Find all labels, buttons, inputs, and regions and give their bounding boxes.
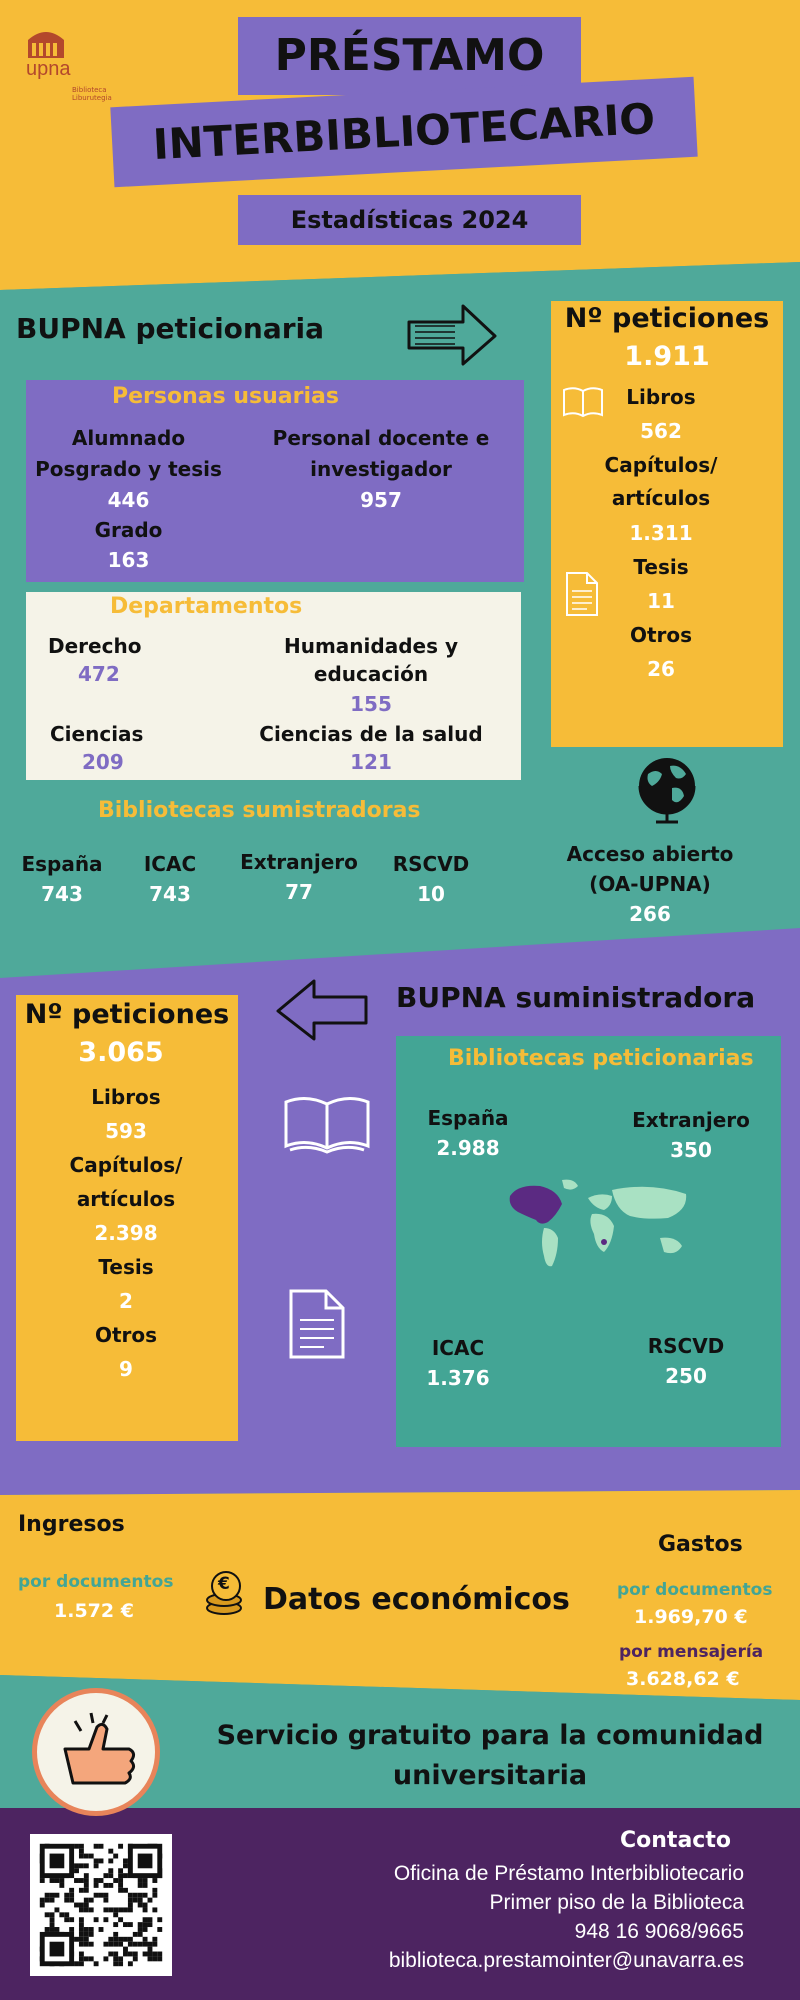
- pet-rscvd-value: 250: [665, 1364, 707, 1388]
- arrow-left-icon: [272, 975, 370, 1045]
- pdi-label-1: Personal docente e: [272, 426, 490, 450]
- sum-rscvd-value: 10: [417, 882, 445, 906]
- acceso-abierto-value: 266: [629, 902, 671, 926]
- capitulos-value-1: 1.311: [629, 521, 693, 545]
- libros-value-1: 562: [640, 419, 682, 443]
- upna-logo: [26, 24, 112, 102]
- contacto-phone: 948 16 9068/9665: [574, 1920, 744, 1943]
- peticionarias-heading: Bibliotecas peticionarias: [448, 1046, 754, 1071]
- tesis-label-1: Tesis: [633, 555, 689, 579]
- ingresos-doc-label: por documentos: [18, 1572, 174, 1592]
- gastos-doc-label: por documentos: [617, 1580, 773, 1600]
- title-line1: PRÉSTAMO: [238, 17, 581, 95]
- sum-espana-value: 743: [41, 882, 83, 906]
- title-line2: INTERBIBLIOTECARIO: [110, 77, 697, 187]
- pet-icac-value: 1.376: [426, 1366, 490, 1390]
- sum-rscvd-label: RSCVD: [392, 852, 470, 876]
- otros-label-1: Otros: [629, 623, 693, 647]
- humanidades-value: 155: [350, 692, 392, 716]
- logo-line1: Biblioteca: [72, 86, 107, 94]
- peticiones-total-2: 3.065: [78, 1037, 164, 1068]
- gastos-label: Gastos: [658, 1532, 743, 1557]
- sum-extranjero-value: 77: [285, 880, 313, 904]
- peticiones-total-1: 1.911: [624, 341, 710, 372]
- world-map-image: [500, 1176, 700, 1276]
- sum-icac-label: ICAC: [143, 852, 197, 876]
- peticiones-box-1: [551, 301, 783, 747]
- libros-value-2: 593: [105, 1119, 147, 1143]
- peticionaria-title: BUPNA peticionaria: [16, 312, 325, 345]
- otros-value-2: 9: [119, 1357, 133, 1381]
- logo-name: upna: [26, 58, 71, 80]
- sum-espana-label: España: [21, 852, 103, 876]
- globe-icon: [634, 756, 700, 826]
- gratuito-line1: Servicio gratuito para la comunidad: [216, 1720, 764, 1751]
- alumnado-label: Alumnado: [71, 426, 186, 450]
- gastos-mens-label: por mensajería: [619, 1642, 764, 1662]
- gastos-doc-value: 1.969,70 €: [634, 1606, 748, 1628]
- ingresos-label: Ingresos: [18, 1512, 125, 1537]
- capitulos-label-1a: Capítulos/: [604, 453, 718, 477]
- subtitle: Estadísticas 2024: [238, 195, 581, 245]
- pet-espana-label: España: [427, 1106, 509, 1130]
- document-icon-large: [288, 1288, 346, 1360]
- acceso-abierto-label-2: (OA-UPNA): [589, 872, 711, 896]
- pdi-label-2: investigador: [310, 457, 452, 481]
- capitulos-label-2a: Capítulos/: [69, 1153, 183, 1177]
- qr-code: [30, 1834, 172, 1976]
- personas-heading: Personas usuarias: [112, 384, 339, 409]
- derecho-label: Derecho: [48, 634, 142, 658]
- gratuito-line2: universitaria: [392, 1760, 588, 1791]
- contacto-email[interactable]: biblioteca.prestamointer@unavarra.es: [388, 1949, 744, 1972]
- libros-label-1: Libros: [626, 385, 696, 409]
- tesis-value-2: 2: [119, 1289, 133, 1313]
- sum-extranjero-label: Extranjero: [240, 850, 358, 874]
- ciencias-value: 209: [82, 750, 124, 774]
- coin-symbol: €: [218, 1574, 230, 1594]
- humanidades-label-2: educación: [313, 662, 429, 686]
- personas-usuarias-box: [26, 380, 524, 582]
- departamentos-heading: Departamentos: [110, 594, 303, 619]
- posgrado-value: 446: [107, 488, 150, 512]
- humanidades-label-1: Humanidades y: [283, 634, 458, 658]
- coin-icon: [204, 1570, 244, 1616]
- peticiones-heading-1: Nº peticiones: [564, 303, 770, 334]
- capitulos-label-1b: artículos: [611, 486, 711, 510]
- otros-label-2: Otros: [94, 1323, 158, 1347]
- libros-label-2: Libros: [91, 1085, 161, 1109]
- sum-icac-value: 743: [149, 882, 191, 906]
- departamentos-box: [26, 592, 521, 780]
- peticiones-box-2: [16, 995, 238, 1441]
- pet-extranjero-value: 350: [670, 1138, 712, 1162]
- derecho-value: 472: [78, 662, 120, 686]
- suministradora-title: BUPNA suministradora: [396, 981, 756, 1014]
- arrow-right-icon: [405, 300, 500, 370]
- pet-icac-label: ICAC: [431, 1336, 485, 1360]
- grado-value: 163: [107, 548, 150, 572]
- pet-espana-value: 2.988: [436, 1136, 500, 1160]
- grado-label: Grado: [94, 518, 163, 542]
- thumbs-up-icon: [32, 1688, 160, 1816]
- acceso-abierto-label-1: Acceso abierto: [566, 842, 734, 866]
- otros-value-1: 26: [647, 657, 675, 681]
- economicos-title: Datos económicos: [263, 1582, 570, 1617]
- suministradoras-heading: Bibliotecas sumistradoras: [98, 798, 421, 823]
- contacto-line2: Primer piso de la Biblioteca: [489, 1891, 744, 1914]
- ciencias-label: Ciencias: [50, 722, 144, 746]
- posgrado-label: Posgrado y tesis: [35, 457, 222, 481]
- logo-line2: Liburutegia: [72, 94, 112, 102]
- capitulos-label-2b: artículos: [76, 1187, 176, 1211]
- contacto-heading: Contacto: [620, 1828, 731, 1853]
- tesis-label-2: Tesis: [98, 1255, 154, 1279]
- salud-label: Ciencias de la salud: [259, 722, 483, 746]
- pdi-value: 957: [360, 488, 402, 512]
- pet-rscvd-label: RSCVD: [647, 1334, 725, 1358]
- capitulos-value-2: 2.398: [94, 1221, 158, 1245]
- ingresos-doc-value: 1.572 €: [54, 1600, 134, 1622]
- library-building-icon: [26, 24, 66, 60]
- pet-extranjero-label: Extranjero: [632, 1108, 750, 1132]
- book-icon-large: [282, 1094, 372, 1156]
- salud-value: 121: [350, 750, 392, 774]
- gastos-mens-value: 3.628,62 €: [626, 1668, 740, 1690]
- tesis-value-1: 11: [647, 589, 675, 613]
- peticiones-heading-2: Nº peticiones: [24, 999, 230, 1030]
- contacto-line1: Oficina de Préstamo Interbibliotecario: [393, 1862, 744, 1885]
- peticionarias-box: [396, 1036, 781, 1447]
